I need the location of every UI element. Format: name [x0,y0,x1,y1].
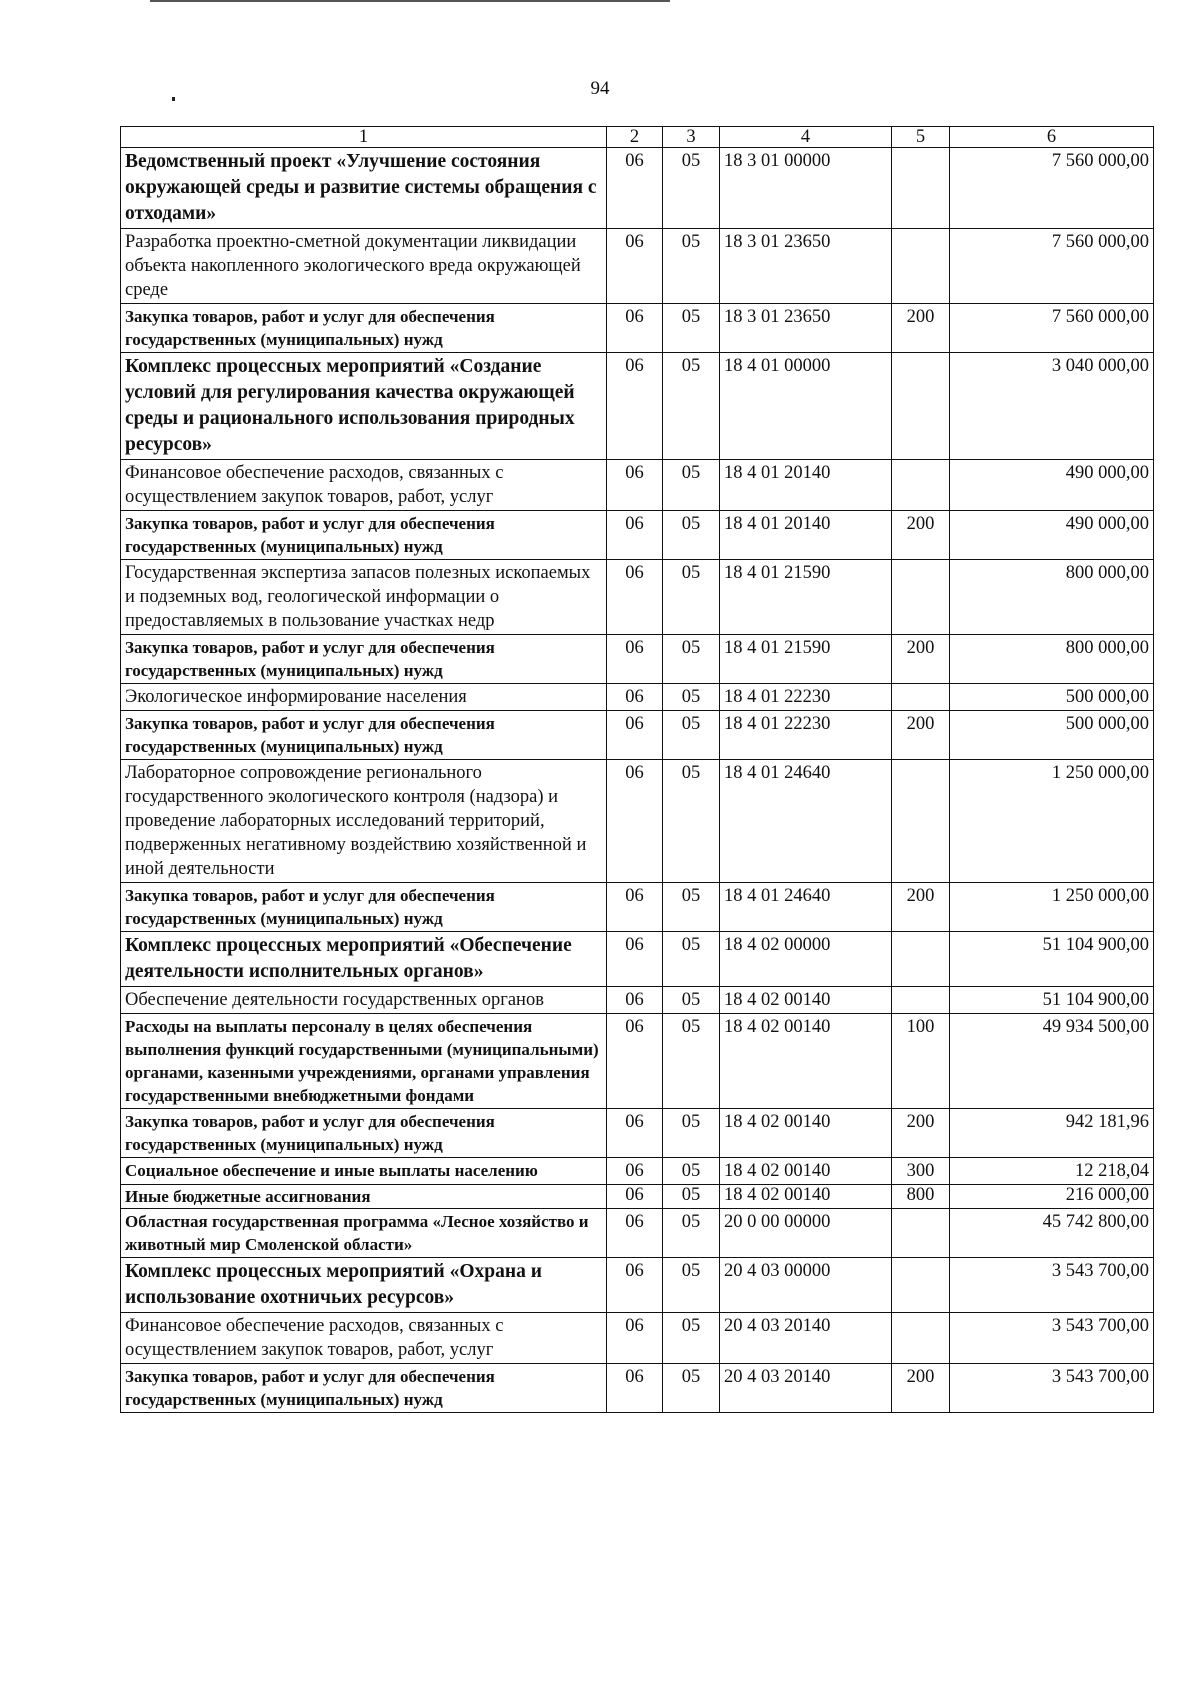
amount-cell: 12 218,04 [950,1158,1154,1185]
subsection-code-cell: 05 [663,883,720,932]
section-code-cell: 06 [607,304,663,353]
row-name-cell: Экологическое информирование населения [121,684,607,711]
subsection-code-cell: 05 [663,511,720,560]
table-row [121,883,1154,932]
header-cell: 3 [663,127,720,148]
budget-table [120,126,1154,1413]
amount-cell: 49 934 500,00 [950,1014,1154,1109]
amount-cell: 490 000,00 [950,511,1154,560]
target-code-cell: 18 4 02 00000 [720,932,892,987]
subsection-code-cell: 05 [663,148,720,229]
section-code-cell: 06 [607,353,663,460]
amount-cell: 800 000,00 [950,635,1154,684]
target-code-cell: 20 4 03 20140 [720,1313,892,1364]
expense-type-cell: 200 [892,1364,950,1413]
subsection-code-cell: 05 [663,1185,720,1209]
row-name-cell: Расходы на выплаты персоналу в целях обеспечения выполнения функций государственными (муниципальными) органами, казенными учреждениями, органами управления государственными внебюджетными фондами [121,1014,607,1109]
table-row [121,511,1154,560]
section-code-cell: 06 [607,987,663,1014]
expense-type-cell [892,460,950,511]
section-code-cell: 06 [607,635,663,684]
row-name-cell: Разработка проектно-сметной документации ликвидации объекта накопленного экологического вреда окружающей среде [121,229,607,304]
target-code-cell: 18 4 01 21590 [720,635,892,684]
row-name-cell: Закупка товаров, работ и услуг для обеспечения государственных (муниципальных) нужд [121,635,607,684]
target-code-cell: 20 0 00 00000 [720,1209,892,1258]
amount-cell: 45 742 800,00 [950,1209,1154,1258]
target-code-cell: 18 4 01 22230 [720,711,892,760]
expense-type-cell [892,560,950,635]
table-row [121,635,1154,684]
table-row [121,684,1154,711]
expense-type-cell [892,1209,950,1258]
section-code-cell: 06 [607,932,663,987]
table-row [121,1258,1154,1313]
row-name-cell: Государственная экспертиза запасов полезных ископаемых и подземных вод, геологической информации о предоставляемых в пользование участках недр [121,560,607,635]
amount-cell: 490 000,00 [950,460,1154,511]
table-row [121,560,1154,635]
subsection-code-cell: 05 [663,1014,720,1109]
expense-type-cell: 300 [892,1158,950,1185]
section-code-cell: 06 [607,229,663,304]
amount-cell: 7 560 000,00 [950,304,1154,353]
section-code-cell: 06 [607,1014,663,1109]
row-name-cell: Ведомственный проект «Улучшение состояния окружающей среды и развитие системы обращения с отходами» [121,148,607,229]
table-row [121,987,1154,1014]
page-number: 94 [590,78,610,99]
row-name-cell: Иные бюджетные ассигнования [121,1185,607,1209]
row-name-cell: Закупка товаров, работ и услуг для обеспечения государственных (муниципальных) нужд [121,711,607,760]
target-code-cell: 18 3 01 23650 [720,229,892,304]
subsection-code-cell: 05 [663,1209,720,1258]
header-cell: 6 [950,127,1154,148]
subsection-code-cell: 05 [663,353,720,460]
row-name-cell: Финансовое обеспечение расходов, связанных с осуществлением закупок товаров, работ, услуг [121,460,607,511]
target-code-cell: 20 4 03 00000 [720,1258,892,1313]
row-name-cell: Финансовое обеспечение расходов, связанных с осуществлением закупок товаров, работ, услуг [121,1313,607,1364]
row-name-cell: Закупка товаров, работ и услуг для обеспечения государственных (муниципальных) нужд [121,1109,607,1158]
table-row [121,1209,1154,1258]
row-name-cell: Комплекс процессных мероприятий «Обеспечение деятельности исполнительных органов» [121,932,607,987]
section-code-cell: 06 [607,1158,663,1185]
target-code-cell: 18 4 02 00140 [720,1185,892,1209]
expense-type-cell [892,684,950,711]
table-row [121,460,1154,511]
expense-type-cell: 200 [892,635,950,684]
amount-cell: 216 000,00 [950,1185,1154,1209]
section-code-cell: 06 [607,1313,663,1364]
subsection-code-cell: 05 [663,760,720,883]
section-code-cell: 06 [607,148,663,229]
target-code-cell: 18 4 02 00140 [720,987,892,1014]
target-code-cell: 18 4 01 24640 [720,760,892,883]
target-code-cell: 18 4 01 20140 [720,511,892,560]
subsection-code-cell: 05 [663,560,720,635]
expense-type-cell: 200 [892,511,950,560]
amount-cell: 3 543 700,00 [950,1258,1154,1313]
amount-cell: 7 560 000,00 [950,148,1154,229]
header-cell: 2 [607,127,663,148]
subsection-code-cell: 05 [663,987,720,1014]
amount-cell: 942 181,96 [950,1109,1154,1158]
section-code-cell: 06 [607,1209,663,1258]
section-code-cell: 06 [607,883,663,932]
expense-type-cell: 200 [892,883,950,932]
amount-cell: 7 560 000,00 [950,229,1154,304]
expense-type-cell: 800 [892,1185,950,1209]
header-cell: 4 [720,127,892,148]
target-code-cell: 18 3 01 23650 [720,304,892,353]
table-row [121,353,1154,460]
expense-type-cell: 200 [892,304,950,353]
target-code-cell: 18 4 02 00140 [720,1014,892,1109]
table-header-row [121,127,1154,148]
target-code-cell: 18 4 01 21590 [720,560,892,635]
expense-type-cell [892,1258,950,1313]
expense-type-cell: 200 [892,1109,950,1158]
target-code-cell: 18 4 01 24640 [720,883,892,932]
target-code-cell: 18 4 01 22230 [720,684,892,711]
target-code-cell: 18 4 01 00000 [720,353,892,460]
section-code-cell: 06 [607,1185,663,1209]
expense-type-cell [892,987,950,1014]
row-name-cell: Областная государственная программа «Лесное хозяйство и животный мир Смоленской области» [121,1209,607,1258]
section-code-cell: 06 [607,711,663,760]
subsection-code-cell: 05 [663,1313,720,1364]
header-cell: 1 [121,127,607,148]
table-row [121,304,1154,353]
subsection-code-cell: 05 [663,460,720,511]
table-row [121,229,1154,304]
table-row [121,1364,1154,1413]
section-code-cell: 06 [607,460,663,511]
subsection-code-cell: 05 [663,932,720,987]
expense-type-cell [892,1313,950,1364]
target-code-cell: 20 4 03 20140 [720,1364,892,1413]
subsection-code-cell: 05 [663,684,720,711]
subsection-code-cell: 05 [663,1258,720,1313]
table-row [121,711,1154,760]
amount-cell: 51 104 900,00 [950,932,1154,987]
table-row [121,1014,1154,1109]
row-name-cell: Закупка товаров, работ и услуг для обеспечения государственных (муниципальных) нужд [121,883,607,932]
section-code-cell: 06 [607,511,663,560]
amount-cell: 1 250 000,00 [950,760,1154,883]
section-code-cell: 06 [607,1109,663,1158]
subsection-code-cell: 05 [663,304,720,353]
row-name-cell: Закупка товаров, работ и услуг для обеспечения государственных (муниципальных) нужд [121,511,607,560]
header-cell: 5 [892,127,950,148]
section-code-cell: 06 [607,1258,663,1313]
table-row [121,1109,1154,1158]
table-row [121,932,1154,987]
expense-type-cell [892,932,950,987]
section-code-cell: 06 [607,1364,663,1413]
row-name-cell: Закупка товаров, работ и услуг для обеспечения государственных (муниципальных) нужд [121,304,607,353]
amount-cell: 800 000,00 [950,560,1154,635]
amount-cell: 3 543 700,00 [950,1313,1154,1364]
subsection-code-cell: 05 [663,1364,720,1413]
table-row [121,1158,1154,1185]
subsection-code-cell: 05 [663,711,720,760]
row-name-cell: Лабораторное сопровождение регионального государственного экологического контроля (надзора) и проведение лабораторных исследований территорий, подверженных негативному воздействию хозяйственной и иной деятельности [121,760,607,883]
amount-cell: 3 543 700,00 [950,1364,1154,1413]
expense-type-cell [892,353,950,460]
section-code-cell: 06 [607,560,663,635]
amount-cell: 500 000,00 [950,711,1154,760]
table-row [121,148,1154,229]
table-row [121,760,1154,883]
scan-edge-line [150,0,670,2]
target-code-cell: 18 3 01 00000 [720,148,892,229]
expense-type-cell [892,760,950,883]
target-code-cell: 18 4 02 00140 [720,1109,892,1158]
section-code-cell: 06 [607,760,663,883]
subsection-code-cell: 05 [663,1158,720,1185]
amount-cell: 1 250 000,00 [950,883,1154,932]
target-code-cell: 18 4 01 20140 [720,460,892,511]
row-name-cell: Комплекс процессных мероприятий «Создание условий для регулирования качества окружающей среды и рационального использования природных ресурсов» [121,353,607,460]
table-row [121,1313,1154,1364]
section-code-cell: 06 [607,684,663,711]
row-name-cell: Обеспечение деятельности государственных органов [121,987,607,1014]
scan-speck [172,97,175,101]
table-row [121,1185,1154,1209]
expense-type-cell: 200 [892,711,950,760]
expense-type-cell: 100 [892,1014,950,1109]
target-code-cell: 18 4 02 00140 [720,1158,892,1185]
subsection-code-cell: 05 [663,229,720,304]
expense-type-cell [892,148,950,229]
amount-cell: 500 000,00 [950,684,1154,711]
row-name-cell: Комплекс процессных мероприятий «Охрана и использование охотничьих ресурсов» [121,1258,607,1313]
amount-cell: 51 104 900,00 [950,987,1154,1014]
amount-cell: 3 040 000,00 [950,353,1154,460]
row-name-cell: Социальное обеспечение и иные выплаты населению [121,1158,607,1185]
subsection-code-cell: 05 [663,1109,720,1158]
expense-type-cell [892,229,950,304]
row-name-cell: Закупка товаров, работ и услуг для обеспечения государственных (муниципальных) нужд [121,1364,607,1413]
subsection-code-cell: 05 [663,635,720,684]
